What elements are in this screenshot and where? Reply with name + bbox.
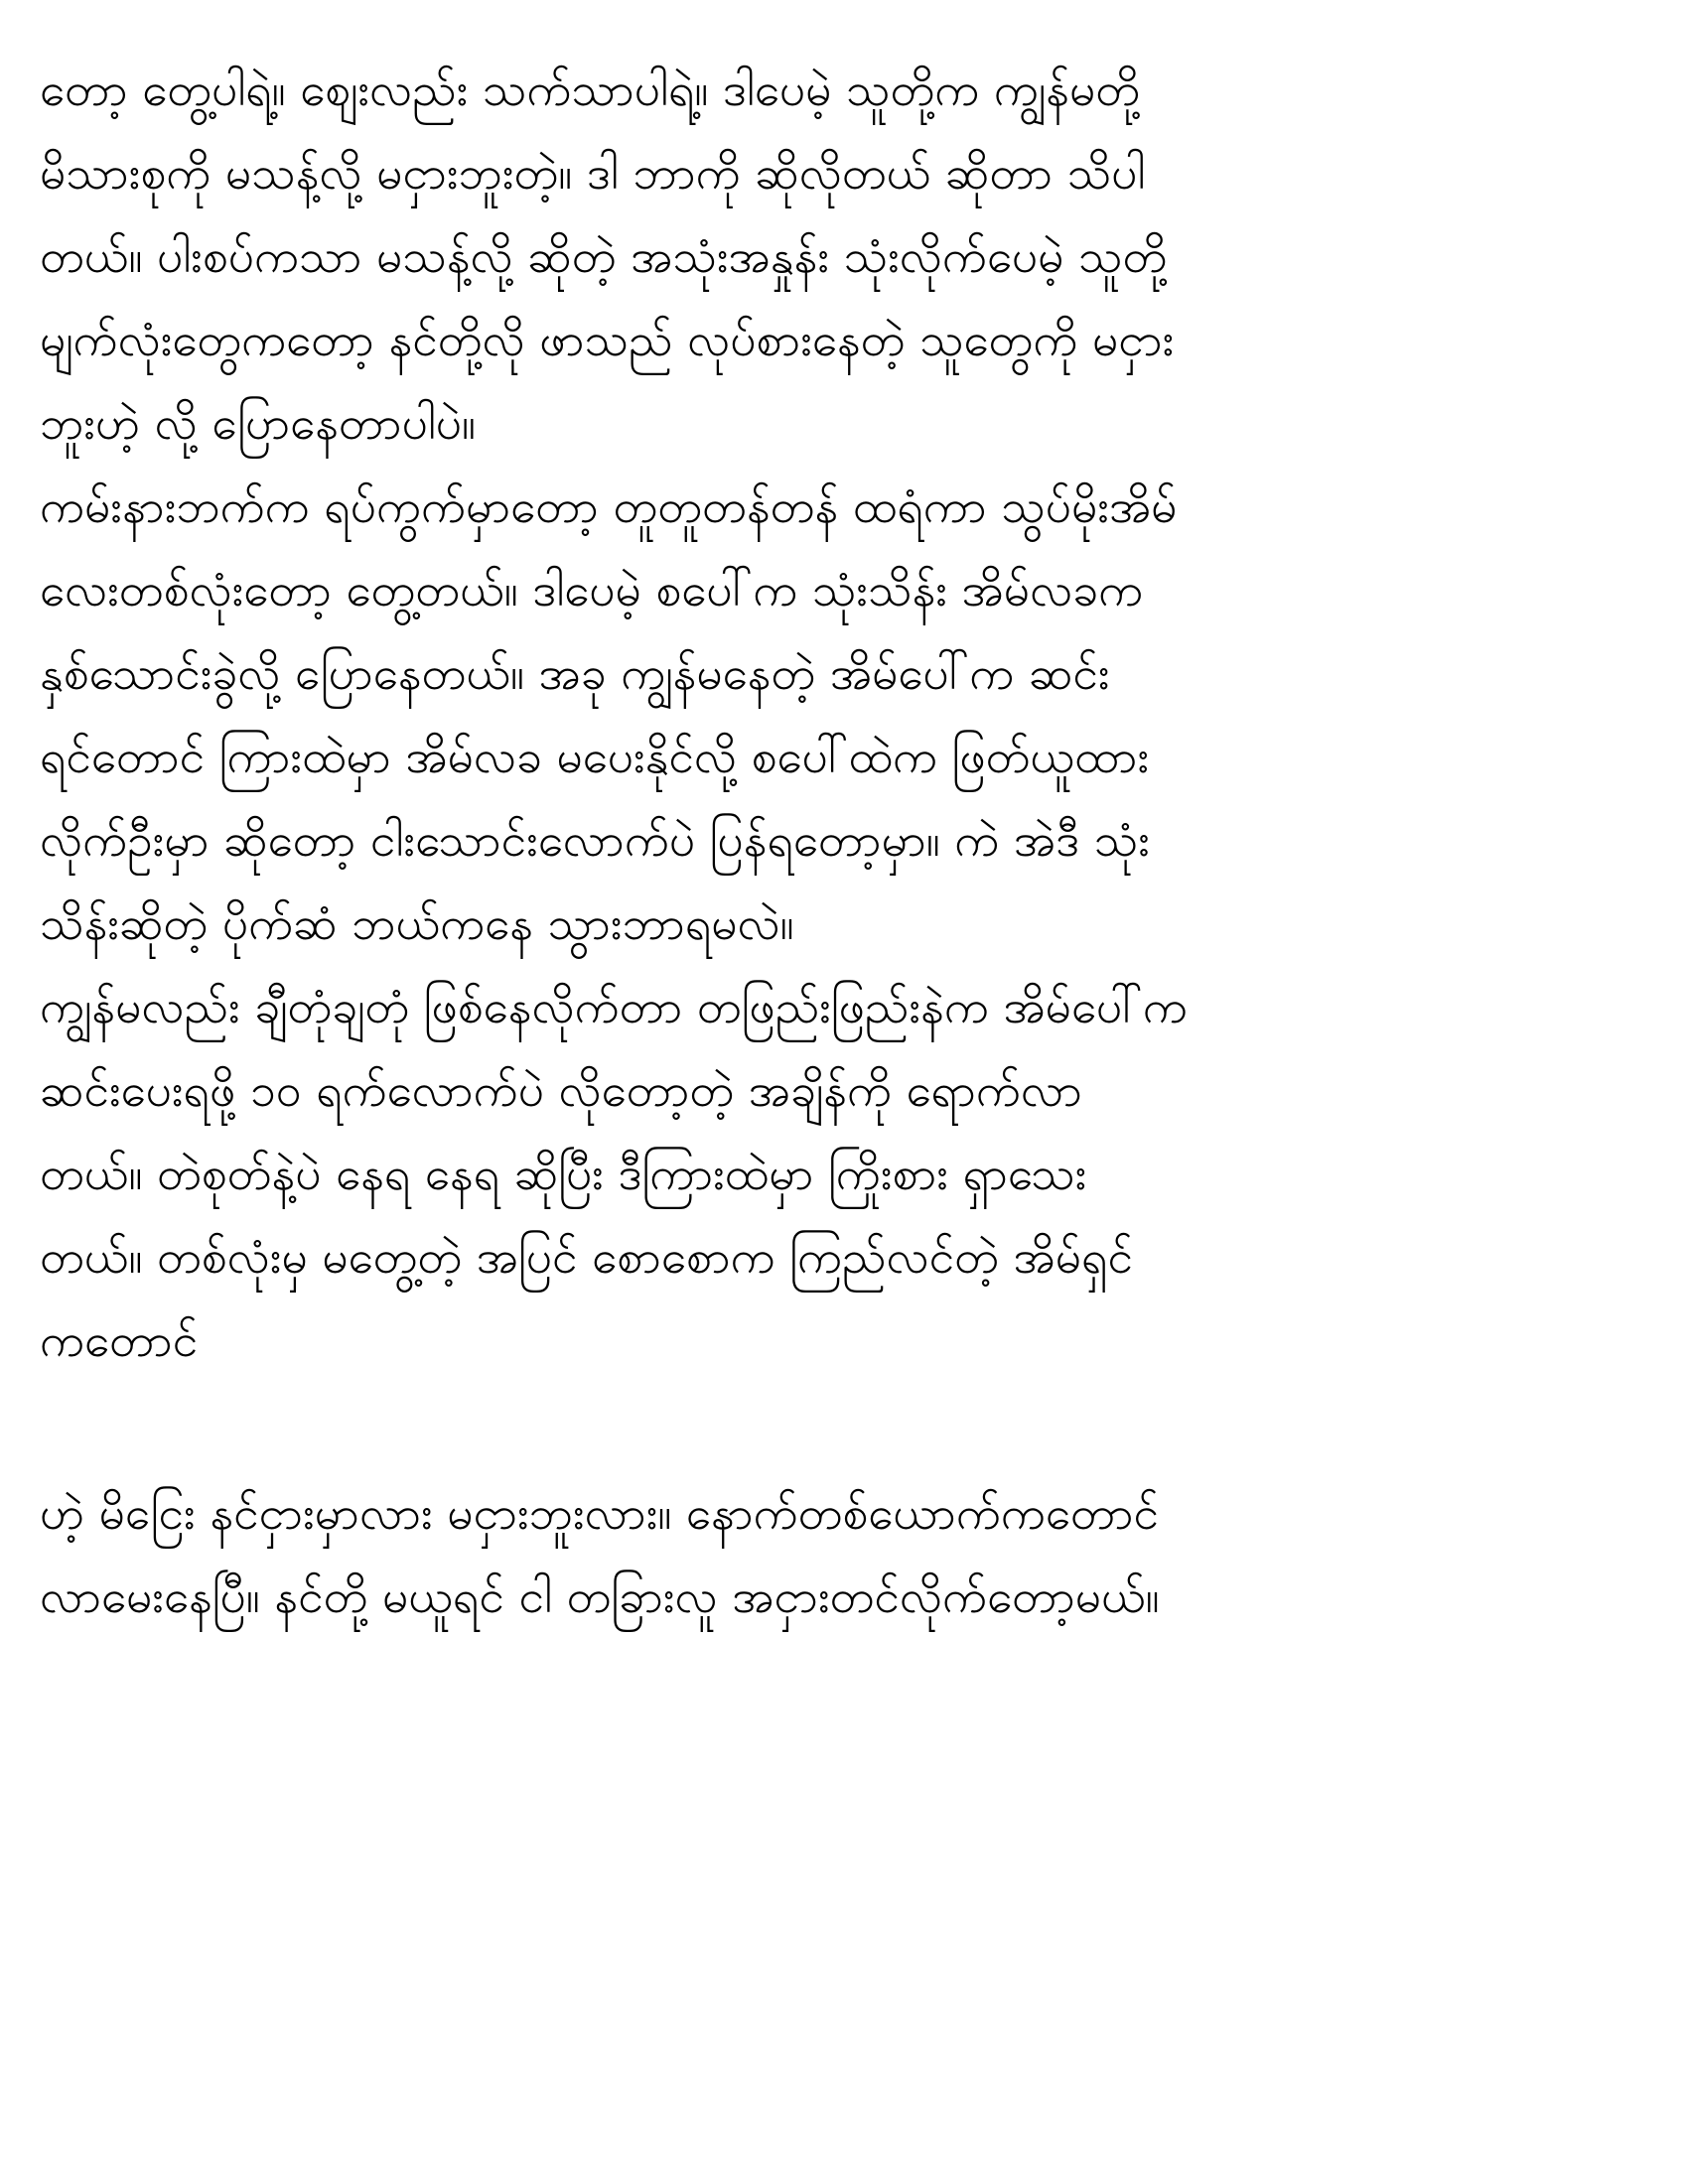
text-line: လာမေးနေပြီ။ နင်တို့ မယူရင် ငါ တခြားလူ အငှားတင်လိုက်တော့မယ်။ bbox=[40, 1570, 1160, 1623]
text-line: ဆင်းပေးရဖို့ ၁၀ ရက်လောက်ပဲ လိုတော့တဲ့ အချိန်ကို ရောက်လာ bbox=[40, 1063, 1082, 1117]
text-line: နှစ်သောင်းခွဲလို့ ပြောနေတယ်။ အခု ကျွန်မနေတဲ့ အိမ်ပေါ်က ဆင်း bbox=[40, 646, 1110, 700]
text-line: ကမ်းနားဘက်က ရပ်ကွက်မှာတော့ တူတူတန်တန် ထရံကာ သွပ်မိုးအိမ် bbox=[40, 479, 1178, 533]
text-line: ကျွန်မလည်း ချီတုံချတုံ ဖြစ်နေလိုက်တာ တဖြည်းဖြည်းနဲက အိမ်ပေါ်က bbox=[40, 980, 1188, 1033]
text-line: လိုက်ဦးမှာ ဆိုတော့ ငါးသောင်းလောက်ပဲ ပြန်ရတော့မှာ။ ကဲ အဲဒီ သုံး bbox=[40, 813, 1150, 867]
text-line: လေးတစ်လုံးတော့ တွေ့တယ်။ ဒါပေမဲ့ စပေါ်က သုံးသိန်း အိမ်လခက bbox=[40, 563, 1144, 616]
text-line: ဟဲ့ မိငြေး နင်ငှားမှာလား မငှားဘူးလား။ နောက်တစ်ယောက်ကတောင် bbox=[40, 1486, 1160, 1540]
text-line: ဘူးဟဲ့ လို့ ပြောနေတာပါပဲ။ bbox=[40, 396, 476, 450]
text-line: တယ်။ ပါးစပ်ကသာ မသန့်လို့ ဆိုတဲ့ အသုံးအနှုန်း သုံးလိုက်ပေမဲ့ သူတို့ bbox=[40, 229, 1168, 283]
text-line: မျက်လုံးတွေကတော့ နင်တို့လို ဖာသည် လုပ်စားနေတဲ့ သူတွေကို မငှား bbox=[40, 313, 1175, 366]
text-line: မိသားစုကို မသန့်လို့ မငှားဘူးတဲ့။ ဒါ ဘာကို ဆိုလိုတယ် ဆိုတာ သိပါ bbox=[40, 146, 1146, 200]
text-line: တယ်။ တဲစုတ်နဲ့ပဲ နေရ နေရ ဆိုပြီး ဒီကြားထဲမှာ ကြိုးစား ရှာသေး bbox=[40, 1147, 1087, 1200]
text-line: တယ်။ တစ်လုံးမှ မတွေ့တဲ့ အပြင် စောစောက ကြည်လင်တဲ့ အိမ်ရှင် bbox=[40, 1230, 1133, 1284]
text-line: ရင်တောင် ကြားထဲမှာ အိမ်လခ မပေးနိုင်လို့ စပေါ်ထဲက ဖြတ်ယူထား bbox=[40, 730, 1150, 783]
text-line: ကတောင် bbox=[40, 1313, 199, 1367]
text-line: သိန်းဆိုတဲ့ ပိုက်ဆံ ဘယ်ကနေ သွားဘာရမလဲ။ bbox=[40, 896, 794, 950]
text-line: တော့ တွေ့ပါရဲ့။ စျေးလည်း သက်သာပါရဲ့။ ဒါပေမဲ့ သူတို့က ကျွန်မတို့ bbox=[40, 63, 1141, 116]
